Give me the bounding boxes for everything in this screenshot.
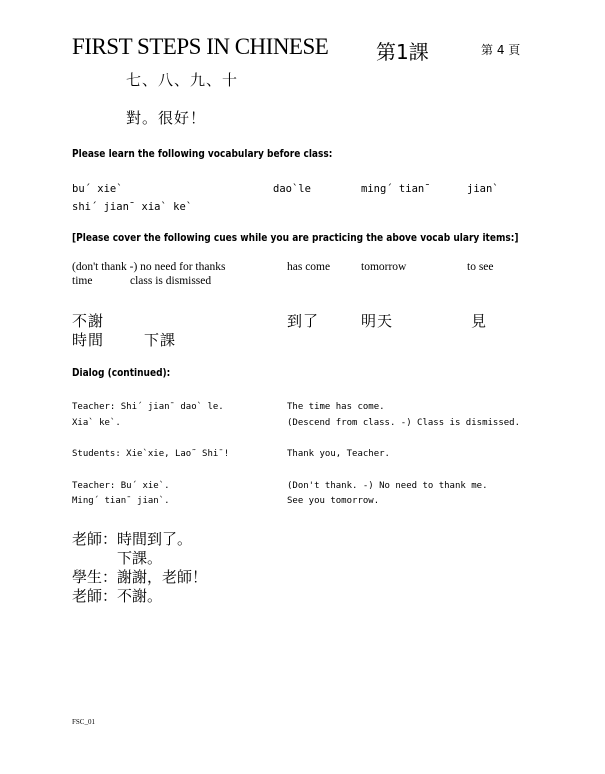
dialog-heading: Dialog (continued): bbox=[72, 367, 171, 379]
chinese-jian: 見 bbox=[471, 312, 488, 330]
dialog-chinese-line: 學生：謝謝，老師！ bbox=[72, 568, 208, 586]
dialog-line-right: See you tomorrow. bbox=[287, 496, 380, 506]
pinyin-shi-jian-xia-ke: shi´ jian¯ xia` ke` bbox=[72, 201, 193, 213]
dialog-line-right: (Descend from class. -) Class is dismissed. bbox=[287, 418, 520, 428]
dialog-line-right: Thank you, Teacher. bbox=[287, 449, 390, 459]
chinese-xia-ke: 下課 bbox=[144, 331, 177, 349]
cue-to-see: to see bbox=[467, 261, 494, 273]
pinyin-jian: jian` bbox=[467, 183, 499, 195]
praise-line: 對。很好！ bbox=[126, 109, 207, 127]
cue-has-come: has come bbox=[287, 261, 331, 273]
pinyin-bu-xie: bu´ xie` bbox=[72, 183, 123, 195]
cue-tomorrow: tomorrow bbox=[361, 261, 407, 273]
dialog-line-left: Xia` ke`. bbox=[72, 418, 121, 428]
dialog-line-right: (Don't thank. -) No need to thank me. bbox=[287, 481, 488, 491]
dialog-line-left: Teacher: Bu´ xie`. bbox=[72, 481, 170, 491]
numbers-line: 七、八、九、十 bbox=[126, 71, 239, 89]
footer-code: FSC_01 bbox=[72, 718, 95, 726]
chinese-ming-tian: 明天 bbox=[361, 312, 394, 330]
chinese-dao-le: 到了 bbox=[287, 312, 320, 330]
pinyin-dao-le: dao`le bbox=[273, 183, 311, 195]
dialog-chinese-line: 老師：不謝。 bbox=[72, 587, 163, 605]
cue-time: time bbox=[72, 275, 93, 287]
cue-class-dismissed: class is dismissed bbox=[130, 275, 212, 287]
dialog-chinese-line: 下課。 bbox=[72, 549, 163, 567]
lesson-label: 第1課 bbox=[376, 40, 429, 64]
dialog-line-left: Teacher: Shi´ jian¯ dao` le. bbox=[72, 402, 224, 412]
dialog-line-left: Ming´ tian¯ jian`. bbox=[72, 496, 170, 506]
pinyin-ming-tian: ming´ tian¯ bbox=[361, 183, 431, 195]
dialog-chinese-line: 老師：時間到了。 bbox=[72, 530, 193, 548]
cues-heading: [Please cover the following cues while you are practicing the above vocab ulary items:] bbox=[72, 232, 519, 244]
vocab-heading: Please learn the following vocabulary before class: bbox=[72, 148, 333, 160]
dialog-line-left: Students: Xie`xie, Lao˜ Shi¯! bbox=[72, 449, 230, 459]
document-title: FIRST STEPS IN CHINESE bbox=[72, 34, 329, 59]
cue-no-need-for-thanks: (don't thank -) no need for thanks bbox=[72, 261, 226, 273]
chinese-shi-jian: 時間 bbox=[72, 331, 105, 349]
dialog-line-right: The time has come. bbox=[287, 402, 385, 412]
chinese-bu-xie: 不謝 bbox=[72, 312, 105, 330]
page-number: 第 4 頁 bbox=[481, 43, 521, 57]
